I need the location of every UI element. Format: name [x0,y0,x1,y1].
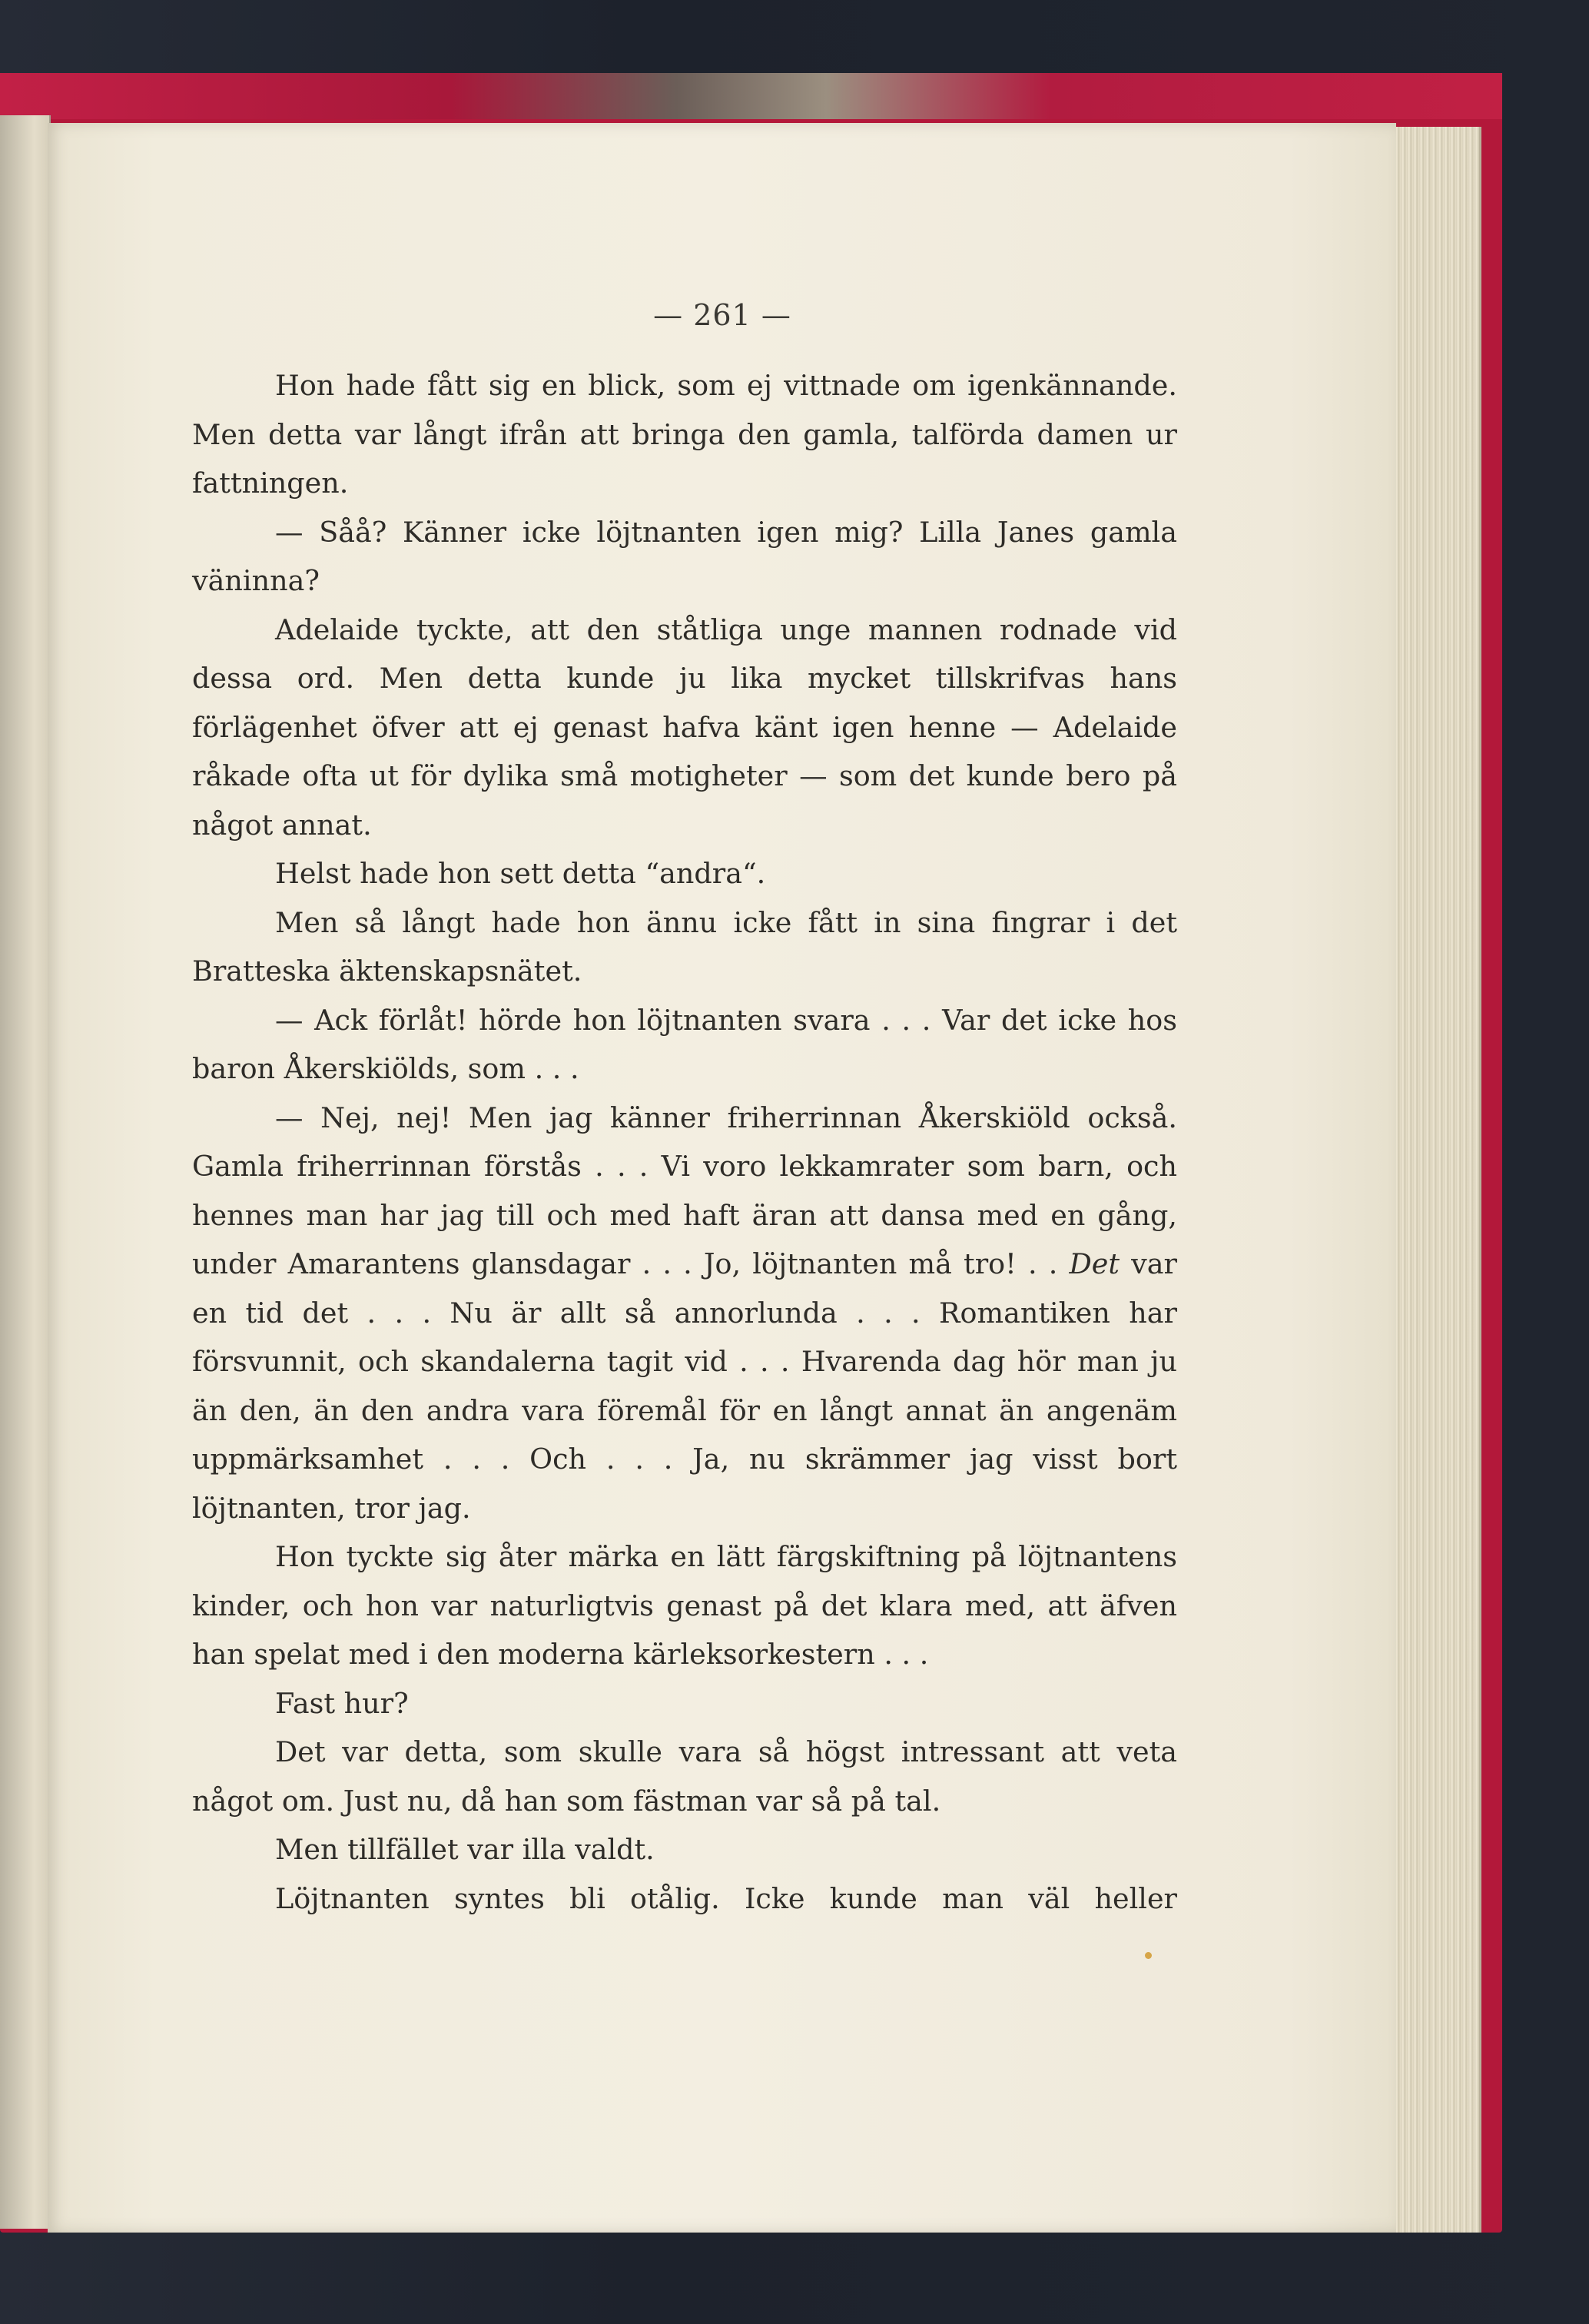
paragraph: Löjtnanten syntes bli otålig. Icke kunde man väl heller [275,1881,1177,1915]
ink-spot [1145,1952,1152,1959]
paragraph: Det var detta, som skulle vara så högst intressant att veta något om. Just nu, då han som fästman var så på tal. [192,1735,1177,1818]
paragraph-text: var en tid det . . . Nu är allt så annorlunda . . . Romantiken har försvunnit, och skandalerna tagit vid . . . Hvarenda dag hör man ju än den, än den andra vara föremål för en långt annat än angenäm uppmärksamhet . . . Och . . . Ja, nu skrämmer jag visst bort löjtnanten, tror jag. [192,1247,1177,1525]
italic-word: Det [1069,1247,1120,1280]
paragraph: — Ack förlåt! hörde hon löjtnanten svara . . . Var det icke hos baron Åkerskiölds, som . . . [192,1003,1177,1085]
paragraph: Helst hade hon sett detta “andra“. [275,857,766,890]
page-stack-edge [1395,127,1481,2233]
paragraph: Adelaide tyckte, att den ståtliga unge mannen rodnade vid dessa ord. Men detta kunde ju lika mycket tillskrifvas hans förlägenhet öfver att ej genast hafva känt igen henne — Adelaide råkade ofta ut för dylika små motigheter — som det kunde bero på något annat. [192,613,1177,842]
paragraph: — Såå? Känner icke löjtnanten igen mig? Lilla Janes gamla väninna? [192,515,1177,597]
body-text [192,361,1177,1923]
paragraph: Fast hur? [275,1686,409,1720]
paragraph: Men så långt hade hon ännu icke fått in sina fingrar i det Bratteska äktenskapsnätet. [192,905,1177,988]
paragraph: Men tillfället var illa valdt. [275,1833,655,1866]
paragraph: Hon hade fått sig en blick, som ej vittnade om igenkännande. Men detta var långt ifrån att bringa den gamla, talförda damen ur fattningen. [192,369,1177,500]
page-number: — 261 — [653,298,791,332]
book-cover-edge [0,73,1502,119]
paragraph: Hon tyckte sig åter märka en lätt färgskiftning på löjtnantens kinder, och hon var naturligtvis genast på det klara med, att äfven han spelat med i den moderna kärleksorkestern . . . [192,1540,1177,1671]
paragraph [192,1094,1177,1533]
paragraph-text: — Nej, nej! Men jag känner friherrinnan Åkerskiöld också. Gamla friherrinnan förstås . . . Vi voro lekkamrater som barn, och hennes man har jag till och med haft äran att dansa med en gång, under Amarantens glansdagar . . . Jo, löjtnanten må tro! . . [192,1101,1177,1280]
left-page-edge [0,115,51,2229]
